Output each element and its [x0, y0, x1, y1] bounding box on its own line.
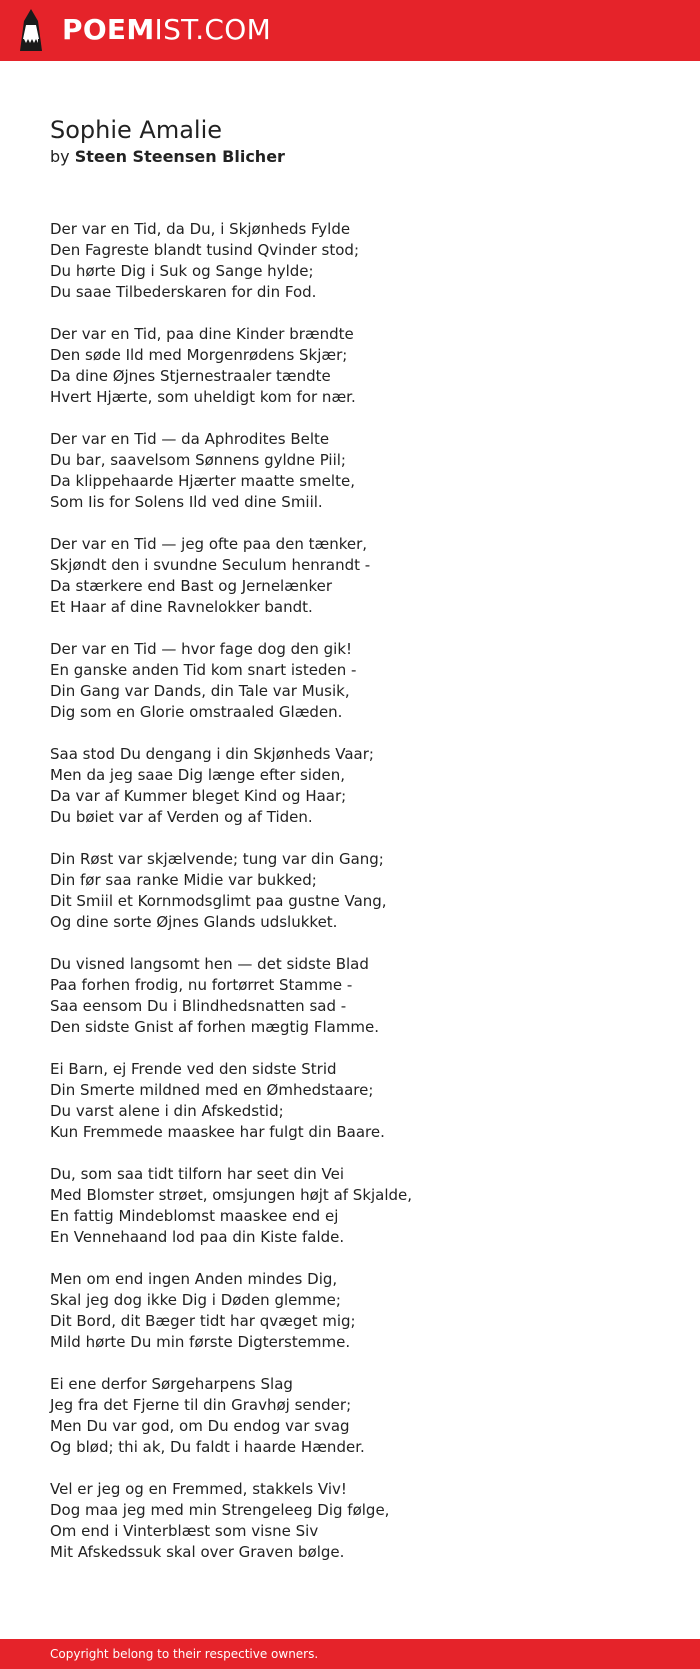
copyright-text: Copyright belong to their respective owners. — [50, 1647, 319, 1661]
poem-line: Da var af Kummer bleget Kind og Haar; — [50, 787, 347, 805]
poem-stanza — [50, 1269, 650, 1353]
poem-line: Den Fagreste blandt tusind Qvinder stod; — [50, 241, 359, 259]
poem-stanza — [50, 744, 650, 828]
pencil-icon[interactable] — [18, 9, 44, 51]
poem-line: En Vennehaand lod paa din Kiste falde. — [50, 1228, 345, 1246]
poem-line: Men da jeg saae Dig længe efter siden, — [50, 766, 346, 784]
poem-line: Dit Bord, dit Bæger tidt har qvæget mig; — [50, 1312, 356, 1330]
poem-line: Saa stod Du dengang i din Skjønheds Vaar; — [50, 745, 374, 763]
poem-line: Der var en Tid, da Du, i Skjønheds Fylde — [50, 220, 351, 238]
poem-line: Med Blomster strøet, omsjungen højt af Skjalde, — [50, 1186, 413, 1204]
poem-stanza — [50, 639, 650, 723]
poem-stanza — [50, 1479, 650, 1563]
logo-light-text: IST.COM — [154, 13, 272, 46]
poem-line: Som Iis for Solens Ild ved dine Smiil. — [50, 493, 323, 511]
poem-line: Og dine sorte Øjnes Glands udslukket. — [50, 913, 338, 931]
poem-line: Saa eensom Du i Blindhedsnatten sad - — [50, 997, 347, 1015]
poem-line: Skjøndt den i svundne Seculum henrandt - — [50, 556, 371, 574]
by-label: by — [50, 147, 70, 166]
poem-author: Steen Steensen Blicher — [74, 147, 285, 166]
poem-line: Du hørte Dig i Suk og Sange hylde; — [50, 262, 314, 280]
poem-line: Mild hørte Du min første Digterstemme. — [50, 1333, 351, 1351]
poem-line: Dig som en Glorie omstraaled Glæden. — [50, 703, 343, 721]
site-logo[interactable] — [62, 12, 271, 48]
poem-line: Da dine Øjnes Stjernestraaler tændte — [50, 367, 331, 385]
poem-line: Paa forhen frodig, nu fortørret Stamme - — [50, 976, 353, 994]
poem-line: Skal jeg dog ikke Dig i Døden glemme; — [50, 1291, 341, 1309]
logo-bold-text: POEM — [62, 13, 155, 46]
poem-line: Da klippehaarde Hjærter maatte smelte, — [50, 472, 355, 490]
site-footer — [0, 1639, 700, 1669]
poem-body — [50, 219, 650, 1584]
poem-line: Din Smerte mildned med en Ømhedstaare; — [50, 1081, 374, 1099]
poem-line: Der var en Tid — da Aphrodites Belte — [50, 430, 330, 448]
poem-line: Dit Smiil et Kornmodsglimt paa gustne Vang, — [50, 892, 387, 910]
poem-line: Du saae Tilbederskaren for din Fod. — [50, 283, 317, 301]
poem-stanza — [50, 219, 650, 303]
poem-line: Der var en Tid, paa dine Kinder brændte — [50, 325, 354, 343]
poem-line: Om end i Vinterblæst som visne Siv — [50, 1522, 319, 1540]
poem-stanza — [50, 534, 650, 618]
poem-line: Du bøiet var af Verden og af Tiden. — [50, 808, 313, 826]
poem-title: Sophie Amalie — [50, 116, 223, 144]
poem-line: Din Røst var skjælvende; tung var din Gang; — [50, 850, 384, 868]
poem-line: Du, som saa tidt tilforn har seet din Vei — [50, 1165, 345, 1183]
poem-byline — [50, 146, 650, 168]
poem-line: Den sidste Gnist af forhen mægtig Flamme. — [50, 1018, 380, 1036]
poem-line: En ganske anden Tid kom snart isteden - — [50, 661, 357, 679]
poem-line: Du visned langsomt hen — det sidste Blad — [50, 955, 369, 973]
poem-stanza — [50, 849, 650, 933]
poem-line: Men Du var god, om Du endog var svag — [50, 1417, 350, 1435]
poem-stanza — [50, 1164, 650, 1248]
poem-line: Jeg fra det Fjerne til din Gravhøj sender; — [50, 1396, 352, 1414]
poem-stanza — [50, 1374, 650, 1458]
poem-stanza — [50, 954, 650, 1038]
poem-line: Ei ene derfor Sørgeharpens Slag — [50, 1375, 293, 1393]
poem-line: Der var en Tid — jeg ofte paa den tænker, — [50, 535, 368, 553]
poem-line: Ei Barn, ej Frende ved den sidste Strid — [50, 1060, 337, 1078]
poem-stanza — [50, 324, 650, 408]
poem-line: Mit Afskedssuk skal over Graven bølge. — [50, 1543, 345, 1561]
poem-line: Men om end ingen Anden mindes Dig, — [50, 1270, 338, 1288]
poem-line: Din før saa ranke Midie var bukked; — [50, 871, 317, 889]
poem-line: En fattig Mindeblomst maaskee end ej — [50, 1207, 339, 1225]
poem-line: Et Haar af dine Ravnelokker bandt. — [50, 598, 313, 616]
poem-line: Og blød; thi ak, Du faldt i haarde Hænder. — [50, 1438, 365, 1456]
poem-line: Da stærkere end Bast og Jernelænker — [50, 577, 332, 595]
site-header — [0, 0, 700, 61]
poem-line: Kun Fremmede maaskee har fulgt din Baare. — [50, 1123, 385, 1141]
poem-line: Dog maa jeg med min Strengeleeg Dig følge, — [50, 1501, 390, 1519]
poem-line: Du bar, saavelsom Sønnens gyldne Piil; — [50, 451, 346, 469]
poem-line: Du varst alene i din Afskedstid; — [50, 1102, 284, 1120]
poem-stanza — [50, 429, 650, 513]
poem-line: Der var en Tid — hvor fage dog den gik! — [50, 640, 353, 658]
poem-line: Den søde Ild med Morgenrødens Skjær; — [50, 346, 348, 364]
poem-heading — [50, 114, 650, 168]
poem-line: Din Gang var Dands, din Tale var Musik, — [50, 682, 350, 700]
poem-line: Hvert Hjærte, som uheldigt kom for nær. — [50, 388, 356, 406]
poem-stanza — [50, 1059, 650, 1143]
poem-line: Vel er jeg og en Fremmed, stakkels Viv! — [50, 1480, 347, 1498]
